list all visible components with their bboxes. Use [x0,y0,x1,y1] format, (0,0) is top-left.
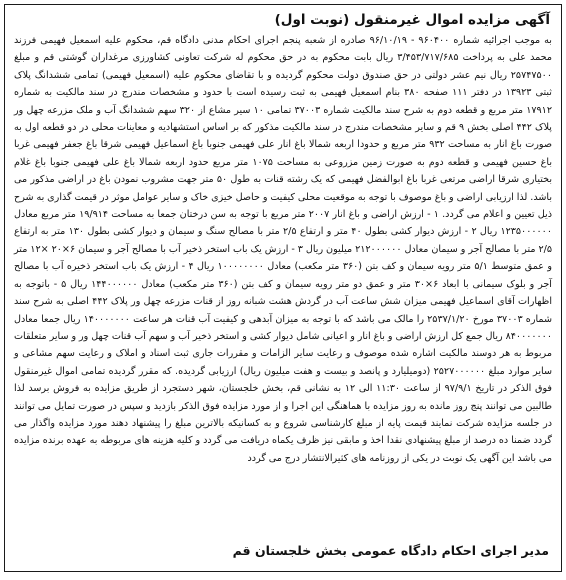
notice-title: آگهی مزایده اموال غیرمنقول (نوبت اول) [274,12,550,28]
auction-notice [4,4,562,572]
notice-signature: مدیر اجرای احکام دادگاه عمومی بخش خلجستان قم [232,543,549,558]
notice-body: به موجب اجرائیه شماره ۹۶۰۴۰۰ - ۹۶/۱۰/۱۹ صادره از شعبه پنجم اجرای احکام مدنی دادگاه قم، محکوم علیه اسمعیل فهیمی فرزند محمد علی به پرداخت ۳/۴۵۳/۷۱۷/۶۸۵ ریال بابت محکوم به در حق محکوم له شرکت تعاونی کشاورزی مرغداران گوشتی قم و مبلغ ۲۵۷۴۷۵۰۰ ریال نیم عشر دولتی در حق صندوق دولت محکوم گردیده و با تقاضای محکوم علیه (اسمعیل فهیمی) تمامی ششدانگ پلاک ثبتی ۱۳۹۲۳ در دفتر ۱۱۱ صفحه ۳۸۰ بنام اسمعیل فهیمی به ثبت رسیده است با حدود و مشخصات مندرج در سند مالکیت به شماره ۱۷۹۱۲ متر مربع و قطعه دوم به شرح سند مالکیت شماره ۳۷۰۰۳ تمامی ۱۰ سیر مشاع از ۳۲۰ سهم ششدانگ آب و ملک مزرعه چهل ور پلاک ۴۴۲ اصلی بخش ۹ قم و سایر مشخصات مندرج در سند مالکیت مذکور که بر اساس استشهادیه و معاینات محلی در دو قطعه اول به صورت باغ انار به مساحت ۹۳۲ متر مربع و حدودا اربعه شمالا باغ انار علی فهیمی جنوبا باغ اسماعیل فهیمی شرقا باغ جعفر فهیمی غربا باغ حسین فهیمی و قطعه دوم به صورت زمین مزروعی به مساحت ۱۰۷۵ متر مربع حدود اربعه شمالا باغ علی فهیمی جنوبا باغ غلام بختیاری شرقا اراضی مرتعی غربا باغ ابوالفضل فهیمی که یک رشته قنات به طول ۵۰ متر جهت مشروب نمودن باغ در اراضی مذکور می باشد. لذا ارزیابی اراضی و باغ موصوف با توجه به موقعیت محلی کیفیت و حاصل خیزی خاک و سایر عوامل موثر در قیمت گذاری به شرح ذیل تعیین و اعلام می گردد. ۱ - ارزش اراضی و باغ انار ۲۰۰۷ متر مربع با توجه به سن درختان جمعا به مساحت ۱۹/۹۱۴ متر مربع معادل ۱۲۳۵۰۰۰۰۰۰ ریال ۲ - ارزش دیوار کشی بطول ۴۰ متر و ارتفاع ۲/۵ متر با مصالح سنگ و سیمان و دیوار کشی بطول ۱۳۰ متر به ارتفاع ۲/۵ متر با مصالح آجر و سیمان معادل ۲۱۲۰۰۰۰۰۰ میلیون ریال ۳ - ارزش یک باب استخر ذخیر آب با مصالح آجر و سیمان ۶×۲۰ ×۱۲ متر و عمق متوسط ۵/۱ متر رویه سیمان و کف بتن (۳۶۰ متر مکعب) معادل ۱۰۰۰۰۰۰۰۰ ریال ۴ - ارزش یک باب استخر ذخیره آب با مصالح آجر و بلوک سیمانی با ابعاد ۶×۳۰ متر و عمق دو متر رویه سیمان و کف بتن (۳۶۰ متر مکعب) معادل ۱۴۴۰۰۰۰۰۰ ریال ۵ - باتوجه به اظهارات آقای اسماعیل فهیمی میزان شش ساعت آب در گردش هشت شبانه روز از قنات مزرعه چهل ور پلاک ۴۴۲ اصلی به شرح سند شماره ۳۷۰۰۳ مورخ ۲۵۳۷/۱/۲۰ را مالک می باشد که با توجه به میزان آبدهی و کیفیت آب قنات هر ساعت ۱۴۰۰۰۰۰۰۰ ریال جمعا معادل ۸۴۰۰۰۰۰۰۰ ریال جمع کل ارزش اراضی و باغ انار و اعیانی شامل دیوار کشی و استخر ذخیر آب و سهم آب قنات چهل ور و سایر متعلقات مربوط به هر دوسند مالکیت اشاره شده موصوف و رعایت سایر الزامات و مقررات جاری ثبت اسناد و املاک و رعایت سهم مشاعی و سایر موارد مبلغ ۲۵۲۷۰۰۰۰۰۰ (دومیلیارد و پانصد و بیست و هفت میلیون ریال) ارزیابی گردیده. که مقرر گردیده تمامی اموال غیرمنقول فوق الذکر در تاریخ ۹۷/۹/۱ از ساعت ۱۱:۳۰ الی ۱۲ به نشانی قم، بخش خلجستان، شهر دستجرد از طریق مزایده به فروش برسد لذا طالبین می توانند پنج روز مانده به روز مزایده با هماهنگی این اجرا و از مورد مزایده فوق الذکر بازدید و سپس در صورت تمایل می توانند در جلسه مزایده شرکت نمایند قیمت پایه از مبلغ کارشناسی شروع و به کسانیکه بالاترین مبلغ را پیشنهاد دهند مورد مزایده واگذار می گردد ضمنا ده درصد از مبلغ پیشنهادی نقدا اخذ و مابقی نیز ظرف یکماه دریافت می گردد و کلیه هزینه های مربوطه به عهده برنده مزایده می باشد این آگهی یک نوبت در یکی از روزنامه های کثیرالانتشار درج می گردد [14,35,553,464]
